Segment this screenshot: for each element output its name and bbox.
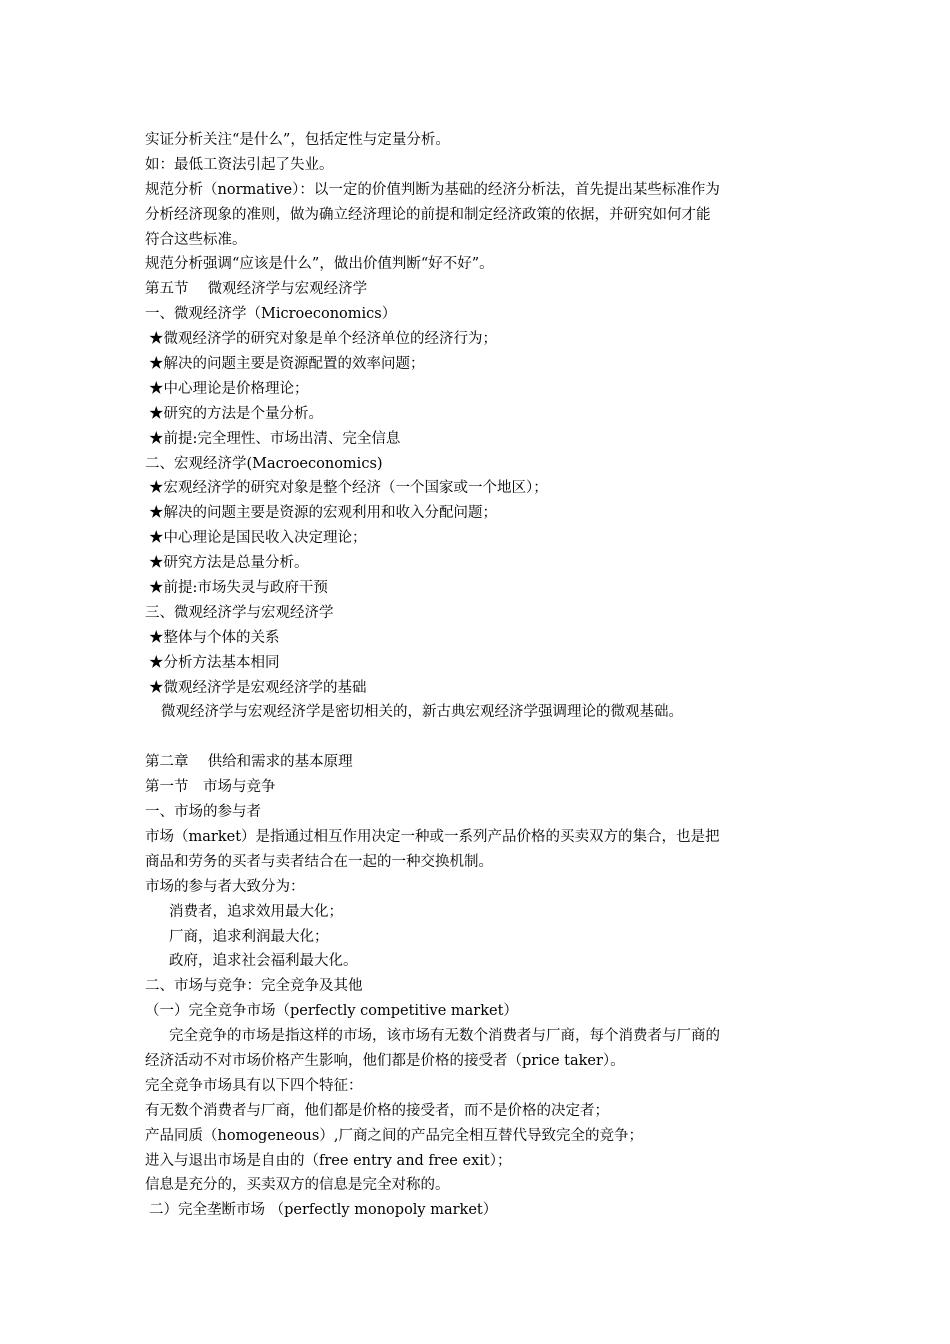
subsection-heading: 二、宏观经济学(Macroeconomics): [145, 455, 383, 472]
text-line: 完全竞争市场具有以下四个特征：: [145, 1077, 363, 1094]
list-item: 消费者，追求效用最大化；: [169, 903, 343, 920]
text-line: 规范分析（normative）：以一定的价值判断为基础的经济分析法，首先提出某些标准作为: [145, 181, 720, 198]
bullet-item: ★中心理论是价格理论；: [149, 380, 309, 397]
list-item: 信息是充分的，买卖双方的信息是完全对称的。: [145, 1177, 450, 1194]
bullet-item: ★研究方法是总量分析。: [149, 555, 309, 572]
text-line: 如：最低工资法引起了失业。: [145, 156, 334, 173]
list-item: 有无数个消费者与厂商，他们都是价格的接受者，而不是价格的决定者；: [145, 1102, 609, 1119]
text-line: 完全竞争的市场是指这样的市场，该市场有无数个消费者与厂商，每个消费者与厂商的: [169, 1028, 720, 1045]
subsection-heading: 三、微观经济学与宏观经济学: [145, 604, 334, 621]
subsection-heading: 一、市场的参与者: [145, 804, 261, 821]
text-line: 市场的参与者大致分为：: [145, 878, 305, 895]
list-item: 政府，追求社会福利最大化。: [169, 953, 358, 970]
bullet-item: ★前提:市场失灵与政府干预: [149, 580, 328, 597]
bullet-item: ★宏观经济学的研究对象是整个经济（一个国家或一个地区）；: [149, 480, 548, 497]
bullet-item: ★微观经济学的研究对象是单个经济单位的经济行为；: [149, 331, 497, 348]
list-item: 厂商，追求利润最大化；: [169, 928, 329, 945]
list-item: 产品同质（homogeneous）,厂商之间的产品完全相互替代导致完全的竞争；: [145, 1127, 643, 1144]
chapter-heading: 第二章 供给和需求的基本原理: [145, 754, 353, 771]
bullet-item: ★中心理论是国民收入决定理论；: [149, 530, 367, 547]
bullet-item: ★解决的问题主要是资源配置的效率问题；: [149, 356, 425, 373]
text-line: 商品和劳务的买者与卖者结合在一起的一种交换机制。: [145, 853, 493, 870]
bullet-item: ★解决的问题主要是资源的宏观利用和收入分配问题；: [149, 505, 497, 522]
text-line: 规范分析强调“应该是什么”，做出价值判断“好不好”。: [145, 256, 494, 273]
subsection-heading: （一）完全竞争市场（perfectly competitive market）: [145, 1003, 518, 1020]
section-heading: 第五节 微观经济学与宏观经济学: [145, 281, 368, 298]
blank-line: [145, 725, 810, 750]
text-line: 经济活动不对市场价格产生影响，他们都是价格的接受者（price taker）。: [145, 1052, 625, 1069]
bullet-item: ★研究的方法是个量分析。: [149, 405, 323, 422]
subsection-heading: 二、市场与竞争：完全竞争及其他: [145, 978, 363, 995]
subsection-heading: 一、微观经济学（Microeconomics）: [145, 306, 397, 323]
text-line: 符合这些标准。: [145, 231, 247, 248]
bullet-item: ★整体与个体的关系: [149, 629, 280, 646]
bullet-item: ★分析方法基本相同: [149, 654, 280, 671]
subsection-heading: 二）完全垄断市场 （perfectly monopoly market）: [149, 1202, 498, 1219]
document-body: [145, 128, 810, 1223]
text-line: 市场（market）是指通过相互作用决定一种或一系列产品价格的买卖双方的集合，也是把: [145, 828, 720, 845]
list-item: 进入与退出市场是自由的（free entry and free exit）；: [145, 1152, 512, 1169]
text-line: 分析经济现象的准则，做为确立经济理论的前提和制定经济政策的依据，并研究如何才能: [145, 206, 711, 223]
bullet-item: ★前提:完全理性、市场出清、完全信息: [149, 430, 401, 447]
bullet-item: ★微观经济学是宏观经济学的基础: [149, 679, 367, 696]
section-heading: 第一节 市场与竞争: [145, 779, 276, 796]
text-line: 微观经济学与宏观经济学是密切相关的，新古典宏观经济学强调理论的微观基础。: [161, 704, 683, 721]
text-line: 实证分析关注“是什么”，包括定性与定量分析。: [145, 132, 450, 148]
